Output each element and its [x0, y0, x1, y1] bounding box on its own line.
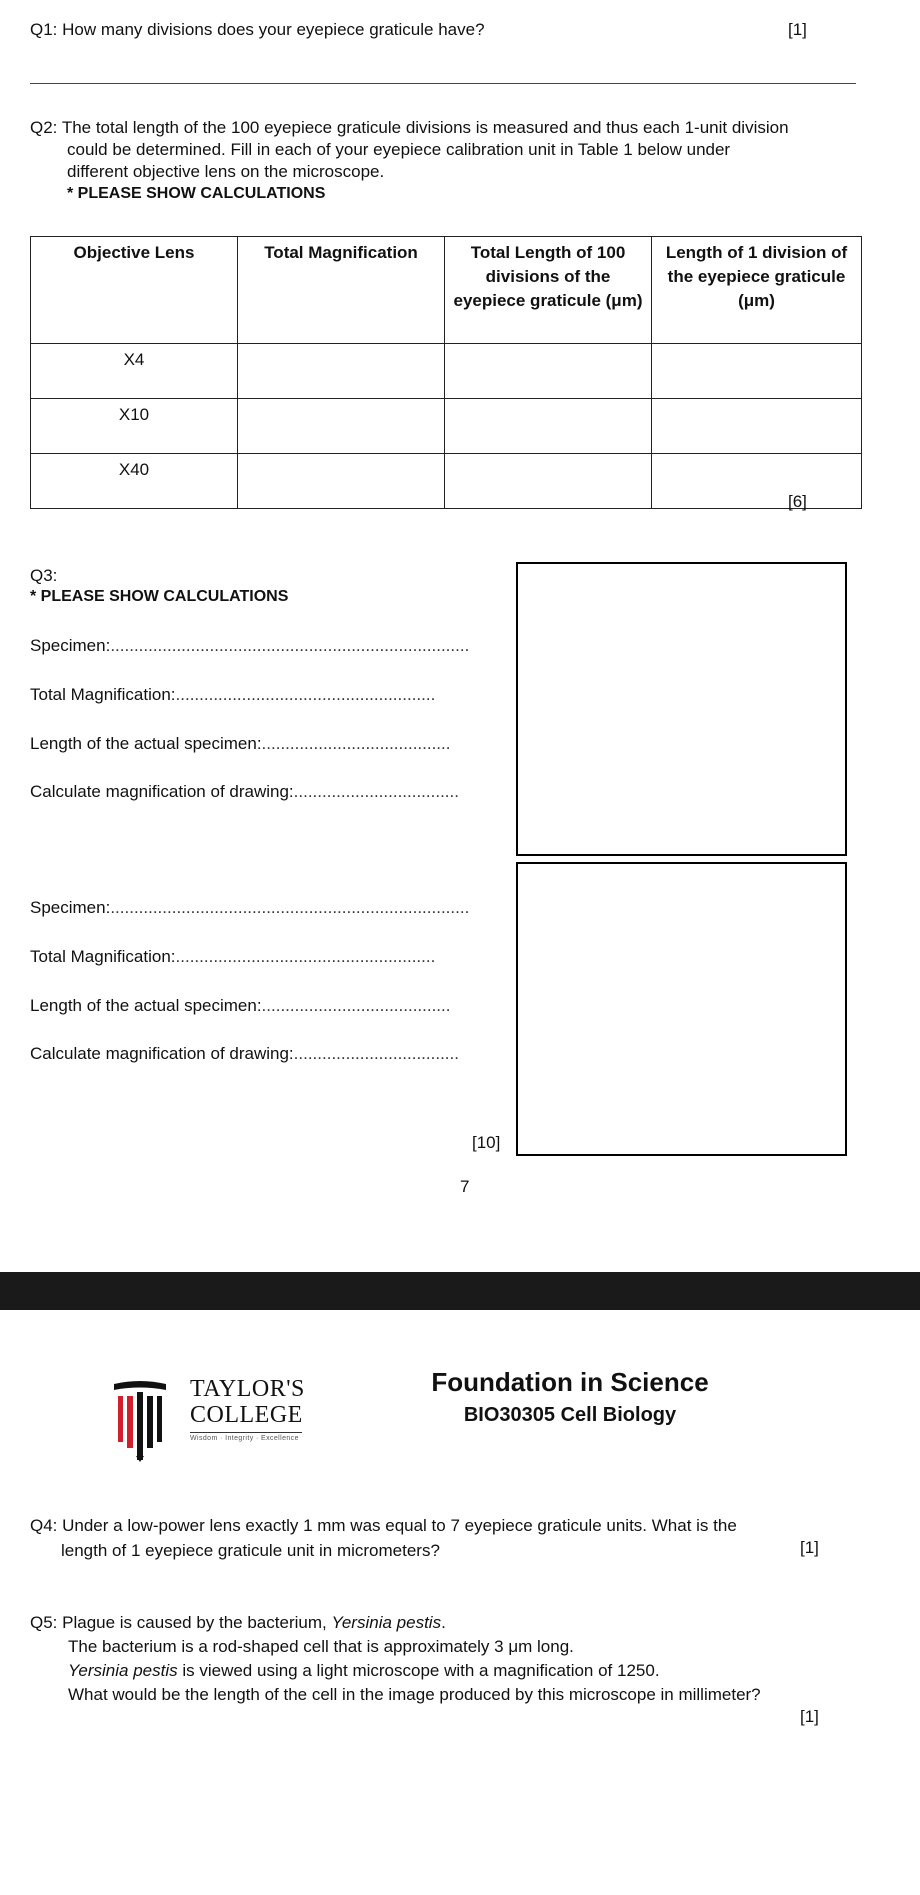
q2-line-1: Q2: The total length of the 100 eyepiece graticule divisions is measured and thus each 1-unit division — [30, 118, 789, 137]
specimen-field-2[interactable] — [30, 898, 469, 918]
total-magnification-field-2[interactable] — [30, 947, 435, 967]
q2-text — [30, 117, 789, 205]
specimen-length-label: Length of the actual specimen: — [30, 996, 262, 1015]
answer-cell[interactable] — [445, 454, 652, 509]
table-row — [31, 454, 862, 509]
table-header: Total Length of 100 divisions of the eyepiece graticule (μm) — [445, 237, 652, 344]
q2-marks: [6] — [788, 492, 807, 511]
q5-line-1c: . — [441, 1613, 446, 1632]
objective-lens-cell: X40 — [31, 454, 238, 509]
answer-cell[interactable] — [238, 344, 445, 399]
q2-line-2: could be determined. Fill in each of your eyepiece calibration unit in Table 1 below under — [67, 140, 731, 159]
q1-text: Q1: How many divisions does your eyepiece graticule have? — [30, 20, 485, 39]
answer-cell[interactable] — [238, 454, 445, 509]
q5-line-3b: is viewed using a light microscope with a magnification of 1250. — [177, 1661, 660, 1680]
q5-text — [30, 1611, 761, 1707]
q5-species: Yersinia pestis — [331, 1613, 442, 1632]
dotted-line: ............................................................................ — [110, 898, 470, 917]
taylors-logo-icon — [112, 1380, 168, 1462]
answer-cell[interactable] — [652, 454, 862, 509]
dotted-line: ............................................................................ — [110, 636, 470, 655]
q3-label: Q3: — [30, 566, 58, 585]
answer-cell[interactable] — [652, 399, 862, 454]
logo-line-2: COLLEGE — [190, 1402, 303, 1428]
q4-line-2: length of 1 eyepiece graticule unit in micrometers? — [61, 1541, 440, 1560]
answer-cell[interactable] — [652, 344, 862, 399]
logo-rule — [190, 1432, 302, 1433]
q1-marks: [1] — [788, 20, 807, 39]
table-header: Length of 1 division of the eyepiece graticule (μm) — [652, 237, 862, 344]
table-header: Objective Lens — [31, 237, 238, 344]
q3-marks: [10] — [472, 1133, 501, 1152]
q1-answer-line — [30, 83, 856, 84]
drawing-magnification-field-1[interactable] — [30, 782, 459, 802]
dotted-line: ................................... — [293, 1044, 459, 1063]
page-separator-band — [0, 1272, 920, 1310]
total-magnification-label: Total Magnification: — [30, 685, 176, 704]
q5-marks: [1] — [800, 1707, 819, 1726]
q4-line-1: Q4: Under a low-power lens exactly 1 mm was equal to 7 eyepiece graticule units. What is the — [30, 1516, 737, 1535]
logo-tagline: Wisdom · Integrity · Excellence — [190, 1435, 299, 1442]
drawing-magnification-field-2[interactable] — [30, 1044, 459, 1064]
total-magnification-label: Total Magnification: — [30, 947, 176, 966]
specimen-length-field-2[interactable] — [30, 996, 450, 1016]
answer-cell[interactable] — [445, 344, 652, 399]
objective-lens-cell: X4 — [31, 344, 238, 399]
table-header-row — [31, 237, 862, 344]
q5-line-1 — [30, 1611, 761, 1635]
q5-line-3 — [30, 1659, 761, 1683]
q5-line-1a: Q5: Plague is caused by the bacterium, — [30, 1613, 332, 1632]
answer-cell[interactable] — [238, 399, 445, 454]
q4-text — [30, 1513, 737, 1563]
specimen-length-field-1[interactable] — [30, 734, 450, 754]
total-magnification-field-1[interactable] — [30, 685, 435, 705]
specimen-length-label: Length of the actual specimen: — [30, 734, 262, 753]
dotted-line: ................................... — [293, 782, 459, 801]
dotted-line: ....................................................... — [175, 947, 436, 966]
drawing-box-1[interactable] — [516, 562, 847, 856]
page-number: 7 — [460, 1177, 470, 1196]
table-row — [31, 344, 862, 399]
q5-line-4: What would be the length of the cell in the image produced by this microscope in millimeter? — [68, 1685, 761, 1704]
course-code: BIO30305 Cell Biology — [463, 1404, 677, 1426]
q2-note: * PLEASE SHOW CALCULATIONS — [67, 185, 326, 202]
dotted-line: ........................................ — [261, 734, 451, 753]
drawing-box-2[interactable] — [516, 862, 847, 1156]
table-header: Total Magnification — [238, 237, 445, 344]
calibration-table — [30, 236, 862, 509]
course-title: Foundation in Science — [431, 1367, 709, 1397]
q5-line-2: The bacterium is a rod-shaped cell that is approximately 3 μm long. — [68, 1637, 574, 1656]
logo-line-1: TAYLOR'S — [190, 1376, 305, 1402]
drawing-magnification-label: Calculate magnification of drawing: — [30, 782, 294, 801]
drawing-magnification-label: Calculate magnification of drawing: — [30, 1044, 294, 1063]
specimen-label: Specimen: — [30, 898, 111, 917]
answer-cell[interactable] — [445, 399, 652, 454]
q4-marks: [1] — [800, 1538, 819, 1557]
specimen-label: Specimen: — [30, 636, 111, 655]
table-row — [31, 399, 862, 454]
dotted-line: ........................................ — [261, 996, 451, 1015]
q5-species-2: Yersinia pestis — [68, 1661, 178, 1680]
objective-lens-cell: X10 — [31, 399, 238, 454]
specimen-field-1[interactable] — [30, 636, 469, 656]
q3-note: * PLEASE SHOW CALCULATIONS — [30, 588, 289, 605]
dotted-line: ....................................................... — [175, 685, 436, 704]
q2-line-3: different objective lens on the microscope. — [67, 162, 385, 181]
